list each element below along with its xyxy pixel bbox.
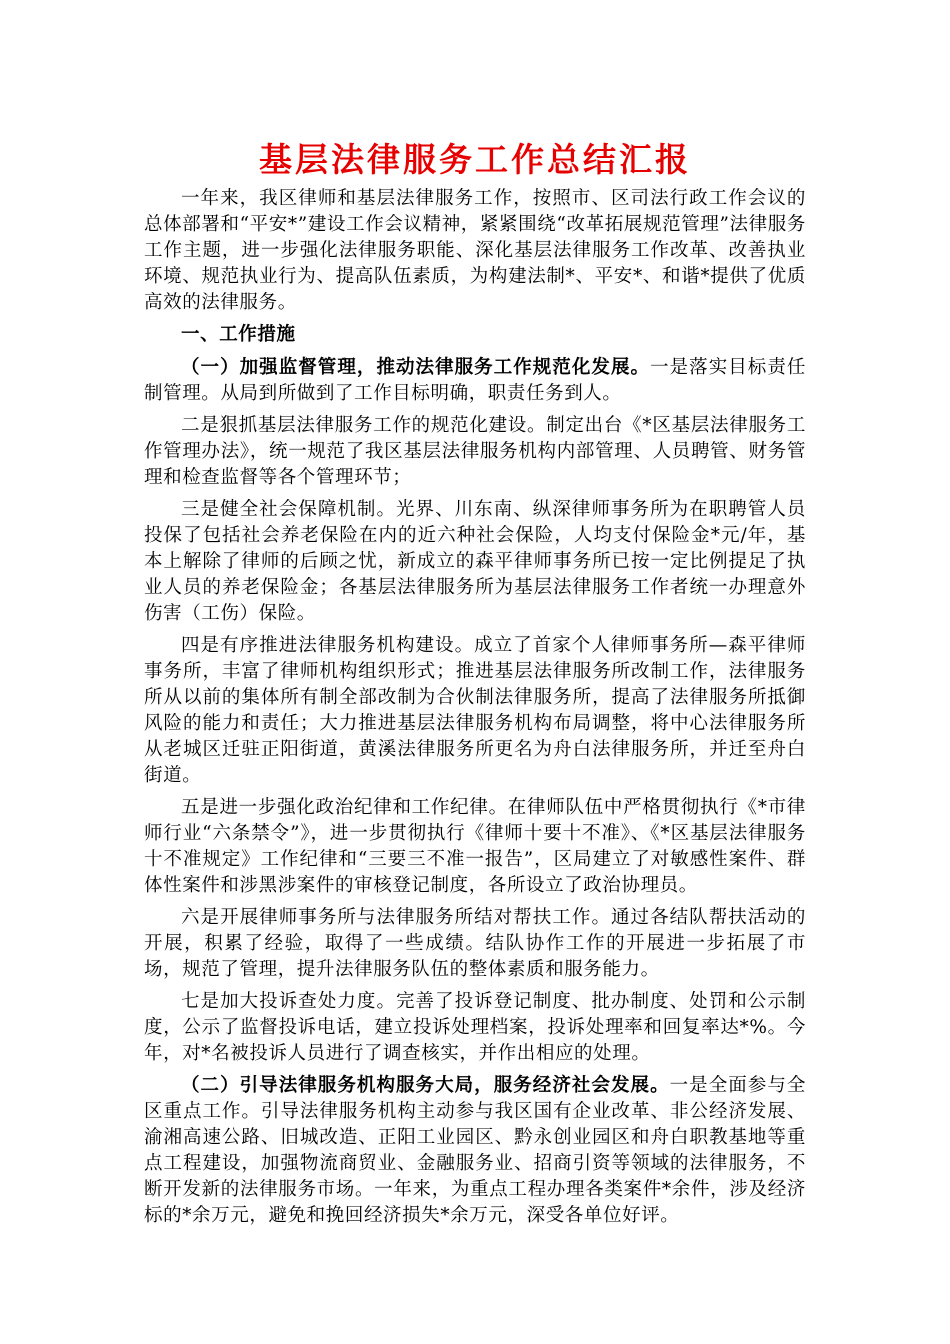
subsection-1-paragraph	[144, 355, 806, 407]
section-heading-work-measures: 一、工作措施	[181, 324, 296, 345]
paragraph-3: 三是健全社会保障机制。光界、川东南、纵深律师事务所为在职聘管人员投保了包括社会养老保险在内的近六种社会保险，人均支付保险金*元/年，基本上解除了律师的后顾之忧，新成立的森平律师事务所已按一定比例提足了执业人员的养老保险金；各基层法律服务所为基层法律服务工作者统一办理意外伤害（工伤）保险。	[144, 499, 806, 624]
paragraph-2: 二是狠抓基层法律服务工作的规范化建设。制定出台《*区基层法律服务工作管理办法》，统一规范了我区基层法律服务机构内部管理、人员聘管、财务管理和检查监督等各个管理环节；	[144, 415, 806, 488]
paragraph-4: 四是有序推进法律服务机构建设。成立了首家个人律师事务所—森平律师事务所，丰富了律师机构组织形式；推进基层法律服务所改制工作，法律服务所从以前的集体所有制全部改制为合伙制法律服务所，提高了法律服务所抵御风险的能力和责任；大力推进基层法律服务机构布局调整，将中心法律服务所从老城区迁驻正阳街道，黄溪法律服务所更名为舟白法律服务所，并迁至舟白街道。	[144, 635, 806, 786]
subsection-2-lead: （二）引导法律服务机构服务大局，服务经济社会发展。	[181, 1075, 670, 1096]
subsection-1-text: 一是落实目标责任制管理。从局到所做到了工作目标明确，职责任务到人。	[144, 357, 806, 404]
paragraph-7: 七是加大投诉查处力度。完善了投诉登记制度、批办制度、处罚和公示制度，公示了监督投诉电话，建立投诉处理档案，投诉处理率和回复率达*%。今年，对*名被投诉人员进行了调查核实，并作出相应的处理。	[144, 991, 806, 1064]
subsection-2-text: 一是全面参与全区重点工作。引导法律服务机构主动参与我区国有企业改革、非公经济发展、渝湘高速公路、旧城改造、正阳工业园区、黔永创业园区和舟白职教基地等重点工程建设，加强物流商贸业、金融服务业、招商引资等领域的法律服务，不断开发新的法律服务市场。一年来，为重点工程办理各类案件*余件，涉及经济标的*余万元，避免和挽回经济损失*余万元，深受各单位好评。	[144, 1075, 806, 1226]
paragraph-5: 五是进一步强化政治纪律和工作纪律。在律师队伍中严格贯彻执行《*市律师行业“六条禁令”》，进一步贯彻执行《律师十要十不准》、《*区基层法律服务十不准规定》工作纪律和“三要三不准一报告”，区局建立了对敏感性案件、群体性案件和涉黑涉案件的审核登记制度，各所设立了政治协理员。	[144, 797, 806, 896]
subsection-1-lead: （一）加强监督管理，推动法律服务工作规范化发展。	[181, 357, 651, 378]
document-title: 基层法律服务工作总结汇报	[259, 140, 691, 179]
intro-paragraph: 一年来，我区律师和基层法律服务工作，按照市、区司法行政工作会议的总体部署和“平安*”建设工作会议精神，紧紧围绕“改革拓展规范管理”法律服务工作主题，进一步强化法律服务职能、深化基层法律服务工作改革、改善执业环境、规范执业行为、提高队伍素质，为构建法制*、平安*、和谐*提供了优质高效的法律服务。	[144, 188, 806, 313]
paragraph-6: 六是开展律师事务所与法律服务所结对帮扶工作。通过各结队帮扶活动的开展，积累了经验，取得了一些成绩。结队协作工作的开展进一步拓展了市场，规范了管理，提升法律服务队伍的整体素质和服务能力。	[144, 907, 806, 980]
subsection-2-paragraph	[144, 1073, 806, 1229]
